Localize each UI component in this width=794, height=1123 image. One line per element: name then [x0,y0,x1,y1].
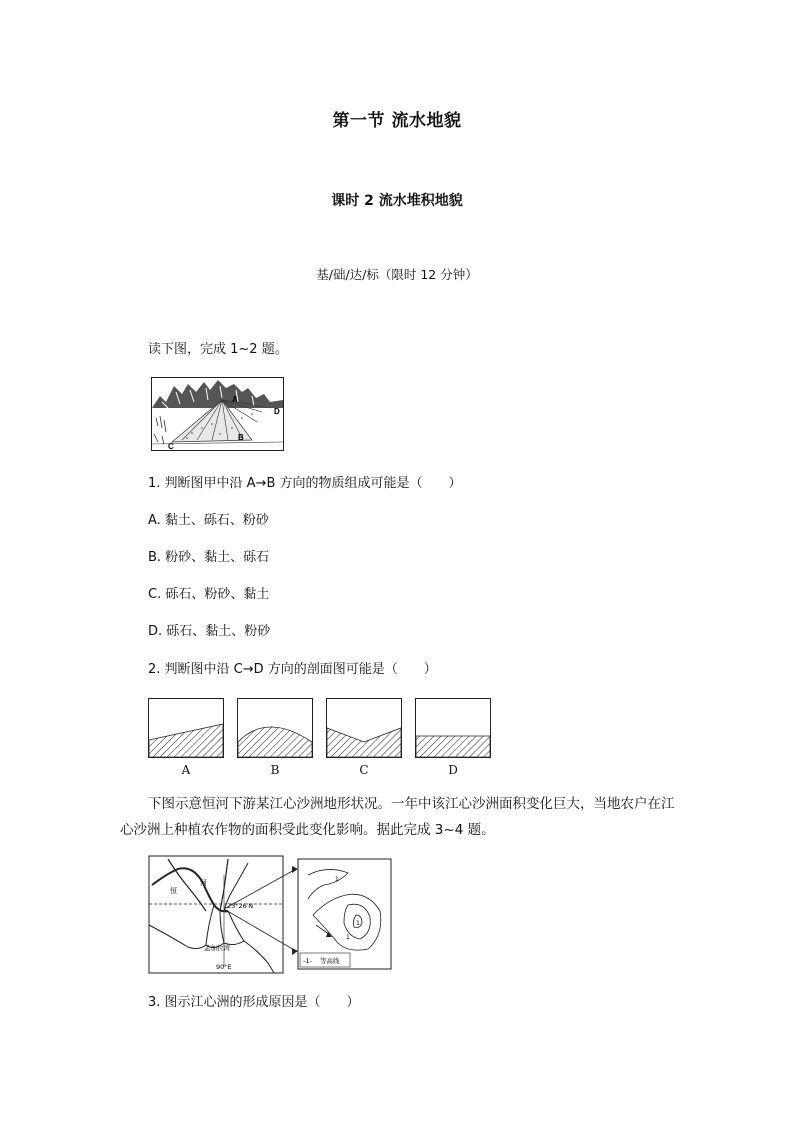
label-a: A [232,395,238,404]
q1-stem: 1. 判断图甲中沿 A→B 方向的物质组成可能是（ ） [148,476,462,491]
profile-d [415,698,491,762]
arrow-head-top [292,866,298,873]
q3-stem: 3. 图示江心洲的形成原因是（ ） [148,995,360,1010]
section-heading: 基/础/达/标（限时 12 分钟） [316,267,478,282]
profile-a-diagram [148,698,224,758]
map-label-heng: 恒 [170,887,177,895]
profile-label-d: D [448,763,458,777]
lesson-title: 课时 2 流水堆积地貌 [331,193,463,209]
alluvial-fan-sketch [152,378,283,450]
label-c: C [168,442,174,450]
q1-option-b: B. 粉砂、黏土、砾石 [148,550,270,565]
contour-label-1: 1 [335,876,339,883]
passage-text: 下图示意恒河下游某江心沙洲地形状况。一年中该江心沙洲面积变化巨大，当地农户在江心沙洲上种植农作物的面积受此变化影响。据此完成 3~4 题。 [120,796,675,838]
contour-label-2: 1 [356,920,360,927]
q2-stem: 2. 判断图中沿 C→D 方向的剖面图可能是（ ） [148,662,437,677]
profile-label-b: B [270,763,280,777]
arrow-head-bottom [292,948,298,955]
bay-label: 孟加拉湾 [204,944,230,952]
vegetation [154,416,166,444]
profile-d-diagram [415,698,491,758]
intro-text: 读下图，完成 1~2 题。 [148,342,288,357]
map-label-he: 河 [200,879,207,887]
page-title: 第一节 流水地貌 [332,111,462,131]
profile-label-c: C [359,763,369,777]
legend-symbol: -1- [303,957,312,965]
q1-option-a: A. 黏土、砾石、粉砂 [148,513,269,528]
profile-a [148,698,224,762]
profile-b [237,698,313,762]
profile-c-diagram [326,698,402,758]
q1-option-c: C. 砾石、粉砂、黏土 [148,587,270,602]
legend-text: 等高线 [320,957,340,965]
river-island-map-svg [148,855,393,975]
river-island-map [148,855,393,975]
label-d: D [274,407,280,416]
profile-b-diagram [237,698,313,758]
q1-option-d: D. 砾石、黏土、粉砂 [148,624,271,639]
longitude-label: 90°E [216,963,232,971]
label-b: B [238,433,244,442]
contour-label-3: 1 [346,934,350,941]
alluvial-fan-figure [151,377,284,451]
profile-label-a: A [181,763,191,777]
profile-c [326,698,402,762]
latitude-label: 23°26′N [227,902,254,910]
